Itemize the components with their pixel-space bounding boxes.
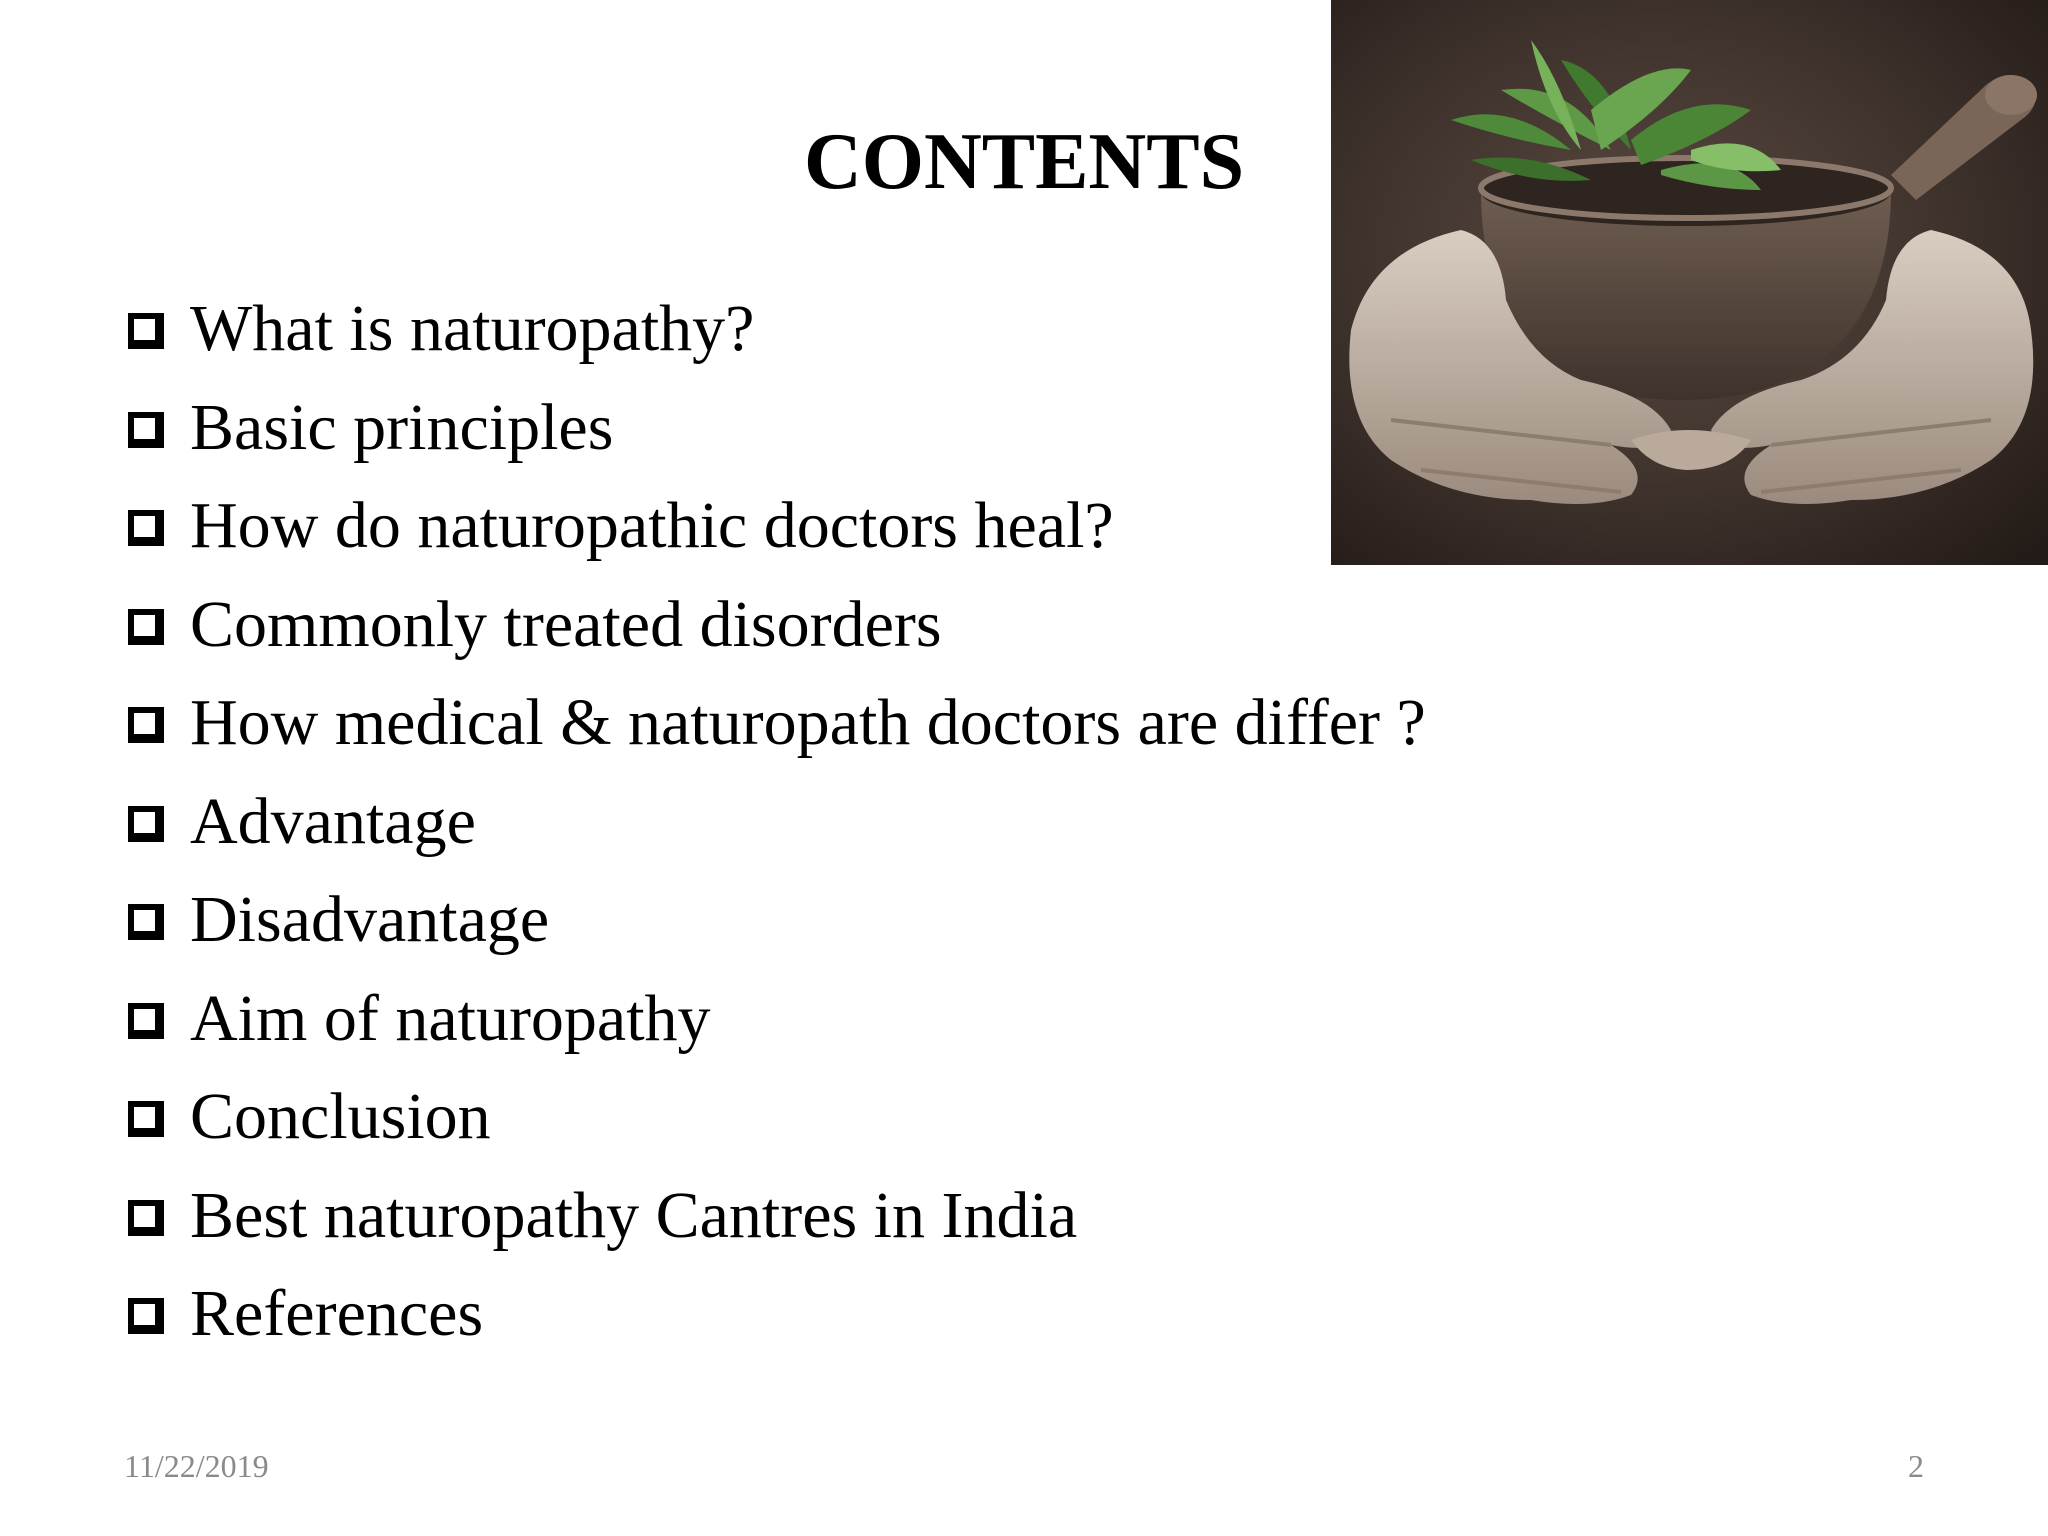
list-item [128, 970, 1426, 1069]
list-item [128, 1068, 1426, 1167]
herbs-mortar-photo [1331, 0, 2048, 565]
list-item-label: How medical & naturopath doctors are differ ? [190, 686, 1426, 760]
square-bullet-icon [128, 609, 164, 645]
list-item [128, 871, 1426, 970]
list-item [128, 576, 1426, 675]
list-item [128, 1167, 1426, 1266]
list-item [128, 477, 1426, 576]
list-item [128, 379, 1426, 478]
list-item-label: Basic principles [190, 390, 614, 464]
footer-date: 11/22/2019 [124, 1448, 269, 1484]
contents-list [128, 280, 1426, 1364]
page-number: 2 [1908, 1448, 1924, 1484]
square-bullet-icon [128, 1101, 164, 1137]
square-bullet-icon [128, 806, 164, 842]
list-item [128, 773, 1426, 872]
square-bullet-icon [128, 510, 164, 546]
list-item-label: Aim of naturopathy [190, 981, 711, 1055]
list-item-label: Advantage [190, 784, 476, 858]
square-bullet-icon [128, 412, 164, 448]
square-bullet-icon [128, 904, 164, 940]
square-bullet-icon [128, 1003, 164, 1039]
square-bullet-icon [128, 1200, 164, 1236]
list-item [128, 1265, 1426, 1364]
list-item-label: Best naturopathy Cantres in India [190, 1178, 1078, 1252]
list-item-label: How do naturopathic doctors heal? [190, 489, 1114, 563]
list-item-label: What is naturopathy? [190, 292, 755, 366]
square-bullet-icon [128, 1298, 164, 1334]
square-bullet-icon [128, 707, 164, 743]
square-bullet-icon [128, 313, 164, 349]
slide-title: CONTENTS [803, 118, 1245, 206]
list-item [128, 674, 1426, 773]
list-item [128, 280, 1426, 379]
list-item-label: Disadvantage [190, 883, 550, 957]
list-item-label: References [190, 1277, 484, 1351]
list-item-label: Commonly treated disorders [190, 587, 942, 661]
list-item-label: Conclusion [190, 1080, 491, 1154]
